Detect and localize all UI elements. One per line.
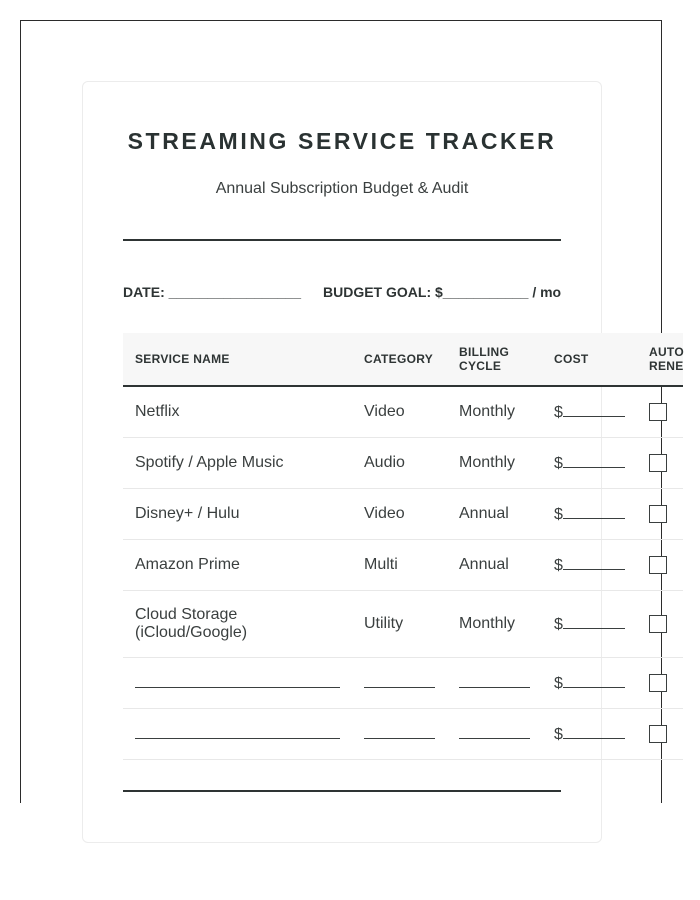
billing-cycle-cell[interactable]	[447, 709, 542, 760]
service-name-cell: Spotify / Apple Music	[123, 438, 352, 489]
currency-symbol: $	[554, 616, 563, 633]
cost-cell[interactable]	[542, 438, 637, 489]
auto-renew-checkbox[interactable]	[649, 556, 667, 574]
cost-cell[interactable]	[542, 386, 637, 438]
auto-renew-checkbox[interactable]	[649, 615, 667, 633]
service-name-cell: Amazon Prime	[123, 540, 352, 591]
blank-write-in-line[interactable]	[135, 724, 340, 739]
auto-renew-cell	[637, 386, 683, 438]
table-row	[123, 709, 683, 760]
table-row	[123, 658, 683, 709]
cost-write-in-line[interactable]	[563, 402, 625, 417]
cost-write-in-line[interactable]	[563, 673, 625, 688]
date-field[interactable]: DATE: _________________	[123, 284, 301, 300]
category-cell: Multi	[352, 540, 447, 591]
service-name-cell[interactable]	[123, 709, 352, 760]
column-header-category: CATEGORY	[352, 333, 447, 386]
cost-cell[interactable]	[542, 658, 637, 709]
cost-write-in-line[interactable]	[563, 614, 625, 629]
table-row	[123, 386, 683, 438]
service-name-cell: Netflix	[123, 386, 352, 438]
service-name-cell[interactable]	[123, 658, 352, 709]
currency-symbol: $	[554, 726, 563, 743]
page-title: STREAMING SERVICE TRACKER	[127, 128, 557, 154]
cost-cell[interactable]	[542, 591, 637, 658]
currency-symbol: $	[554, 557, 563, 574]
category-cell: Video	[352, 489, 447, 540]
footer-divider	[123, 790, 561, 792]
service-name-cell: Cloud Storage (iCloud/Google)	[123, 591, 352, 658]
auto-renew-checkbox[interactable]	[649, 505, 667, 523]
cost-cell[interactable]	[542, 489, 637, 540]
currency-symbol: $	[554, 675, 563, 692]
auto-renew-checkbox[interactable]	[649, 403, 667, 421]
billing-cycle-cell: Monthly	[447, 438, 542, 489]
blank-write-in-line[interactable]	[459, 724, 530, 739]
subscription-table	[123, 333, 683, 760]
header-divider	[123, 239, 561, 241]
page-frame	[20, 20, 684, 803]
billing-cycle-cell: Annual	[447, 540, 542, 591]
auto-renew-cell	[637, 540, 683, 591]
blank-write-in-line[interactable]	[459, 673, 530, 688]
cost-cell[interactable]	[542, 709, 637, 760]
column-header-service-name: SERVICE NAME	[123, 333, 352, 386]
currency-symbol: $	[554, 455, 563, 472]
category-cell: Audio	[352, 438, 447, 489]
cost-write-in-line[interactable]	[563, 504, 625, 519]
cost-write-in-line[interactable]	[563, 724, 625, 739]
category-cell: Utility	[352, 591, 447, 658]
cost-cell[interactable]	[542, 540, 637, 591]
auto-renew-checkbox[interactable]	[649, 454, 667, 472]
auto-renew-cell	[637, 658, 683, 709]
cost-write-in-line[interactable]	[563, 555, 625, 570]
billing-cycle-cell: Monthly	[447, 386, 542, 438]
category-cell[interactable]	[352, 709, 447, 760]
budget-goal-field[interactable]: BUDGET GOAL: $___________ / mo	[323, 284, 562, 300]
auto-renew-cell	[637, 591, 683, 658]
billing-cycle-cell: Annual	[447, 489, 542, 540]
blank-write-in-line[interactable]	[364, 724, 435, 739]
table-row	[123, 591, 683, 658]
column-header-auto-renew: AUTO RENE	[637, 333, 683, 386]
auto-renew-checkbox[interactable]	[649, 674, 667, 692]
blank-write-in-line[interactable]	[135, 673, 340, 688]
tracker-sheet	[82, 81, 684, 843]
table-row	[123, 438, 683, 489]
subscription-table-wrap	[123, 333, 683, 760]
auto-renew-cell	[637, 489, 683, 540]
table-row	[123, 489, 683, 540]
billing-cycle-cell[interactable]	[447, 658, 542, 709]
billing-cycle-cell: Monthly	[447, 591, 542, 658]
page-subtitle: Annual Subscription Budget & Audit	[215, 180, 469, 197]
auto-renew-cell	[637, 709, 683, 760]
blank-write-in-line[interactable]	[364, 673, 435, 688]
column-header-billing-cycle: BILLING CYCLE	[447, 333, 542, 386]
service-name-cell: Disney+ / Hulu	[123, 489, 352, 540]
currency-symbol: $	[554, 506, 563, 523]
category-cell[interactable]	[352, 658, 447, 709]
table-header-row	[123, 333, 683, 386]
category-cell: Video	[352, 386, 447, 438]
table-row	[123, 540, 683, 591]
auto-renew-cell	[637, 438, 683, 489]
column-header-cost: COST	[542, 333, 637, 386]
currency-symbol: $	[554, 404, 563, 421]
cost-write-in-line[interactable]	[563, 453, 625, 468]
table-body	[123, 386, 683, 760]
auto-renew-checkbox[interactable]	[649, 725, 667, 743]
